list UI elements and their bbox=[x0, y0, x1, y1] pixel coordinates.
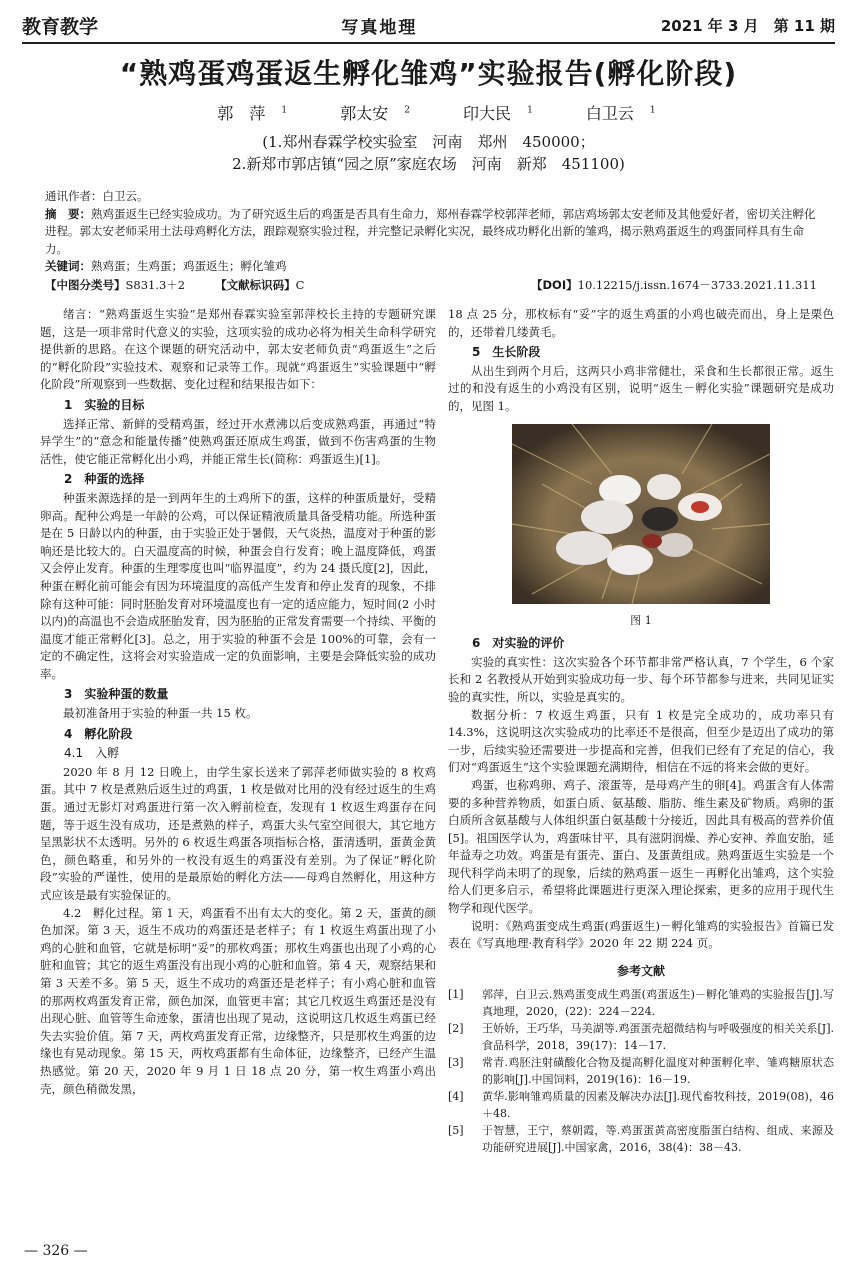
reference-text: 郭萍，白卫云.熟鸡蛋变成生鸡蛋(鸡蛋返生)－孵化雏鸡的实验报告[J].写真地理，2020，(22)：224－224. bbox=[482, 988, 834, 1019]
section-heading: 2 种蛋的选择 bbox=[64, 472, 145, 487]
page-header bbox=[22, 8, 835, 44]
abstract: 摘 要：熟鸡蛋返生已经实验成功。为了研究返生后的鸡蛋是否具有生命力，郑州春霖学校郭萍老师，郭店鸡场郭太安老师及其他爱好者，密切关注孵化进程。郭太安老师采用土法母鸡孵化方法，跟踪观察实验过程，并完整记录孵化实况，最终成功孵化出新的雏鸡，揭示熟鸡蛋返生的鸡蛋同样具有生命力。 bbox=[45, 206, 816, 256]
figure-eggs-photo bbox=[512, 424, 770, 604]
reference-item bbox=[448, 1054, 834, 1088]
reference-item bbox=[448, 986, 834, 1020]
section-heading: 4 孵化阶段 bbox=[64, 726, 133, 741]
reference-item bbox=[448, 1020, 834, 1054]
figure-caption: 图 1 bbox=[630, 613, 652, 627]
issue-label: 2021 年 3 月 第 11 期 bbox=[660, 16, 835, 35]
article-meta bbox=[45, 188, 817, 294]
author-list bbox=[22, 101, 835, 124]
body-paragraph: 2020 年 8 月 12 日晚上，由学生家长送来了郭萍老师做实验的 8 枚鸡蛋。其中 7 枚是煮熟后返生过的鸡蛋，1 枚是做对比用的没有经过返生的生鸡蛋。通过无影灯对鸡蛋进行第一次入孵前检查，发现有 1 枚返生鸡蛋存在问题，等于返生没有成功，还是煮熟的样子，鸡蛋大头气室空间很大，其它地方呈黑影状不太透明。另外的 6 枚返生鸡蛋各项指标合格，蛋清透明，蛋黄金黄色，颜色略重，和另外的一枚没有返生的鸡蛋没有差别。为了保证“孵化阶段”实验的严谨性，使用的是最原始的孵化方法——母鸡自然孵化，用这种方式应该是最有实验保证的。 bbox=[40, 764, 436, 902]
clc-code: 【中图分类号】S831.3＋2 bbox=[45, 277, 186, 292]
right-column bbox=[448, 306, 834, 1156]
article-title: “熟鸡蛋鸡蛋返生孵化雏鸡”实验报告(孵化阶段) bbox=[119, 57, 738, 90]
keywords: 关键词：熟鸡蛋；生鸡蛋；鸡蛋返生；孵化雏鸡 bbox=[45, 259, 287, 273]
reference-number: [3] bbox=[448, 1056, 464, 1070]
affiliation-line: (1.郑州春霖学校实验室 河南 郑州 450000； bbox=[262, 133, 595, 151]
body-paragraph: 种蛋来源选择的是一到两年生的土鸡所下的蛋，这样的种蛋质量好，受精卵高。配种公鸡是一年龄的公鸡，可以保证精液质量具备受精功能。所选种蛋是在 5 日龄以内的种蛋，由于实验正处于暑假，天气炎热，温度对于种蛋的影响还是比较大的。白天温度高的时候，种蛋会自行发育；晚上温度降低，鸡蛋又会停止发育。种蛋的生理零度也叫“临界温度”，约为 24 摄氏度[2]，因此，种蛋在孵化前可能会有因为环境温度的高低产生发育和停止发育的现象，不排除有这种可能：同时胚胎发育对环境温度也有一定的适应能力，短时间(2 小时以内)的高温也不会造成胚胎发育，因为胚胎的正常发育需要一个持续、平衡的温度才能正常孵化[3]。总之，用于实验的种蛋不会是 100%的可靠，会有一定的不确定性，这将会对实验造成一定的负面影响，主要是会降低实验的成功率。 bbox=[40, 490, 436, 681]
body-paragraph: 从出生到两个月后，这两只小鸡非常健壮，采食和生长都很正常。返生过的和没有返生的小鸡没有区别，说明“返生－孵化实验”课题研究是成功的，见图 1。 bbox=[448, 363, 834, 413]
affiliation-line: 2.新郑市郭店镇“园之原”家庭农场 河南 新郑 451100) bbox=[232, 155, 625, 173]
section-heading: 6 对实验的评价 bbox=[472, 636, 565, 651]
section-heading: 1 实验的目标 bbox=[64, 397, 145, 412]
reference-item bbox=[448, 1088, 834, 1122]
doc-code: 【文献标识码】C bbox=[215, 277, 305, 292]
references-title: 参考文献 bbox=[616, 963, 665, 978]
reference-item bbox=[448, 1122, 834, 1156]
author: 郭太安 $^2$ bbox=[340, 104, 410, 123]
section-heading: 3 实验种蛋的数量 bbox=[64, 687, 169, 702]
reference-number: [5] bbox=[448, 1124, 464, 1138]
body-paragraph: 最初准备用于实验的种蛋一共 15 枚。 bbox=[63, 706, 258, 721]
journal-name: 写真地理 bbox=[341, 17, 418, 38]
body-paragraph: 鸡蛋，也称鸡卵、鸡子、滚蛋等，是母鸡产生的卵[4]。鸡蛋含有人体需要的多种营养物质，如蛋白质、氨基酸、脂肪、维生素及矿物质。鸡卵的蛋白质所含氨基酸与人体组织蛋白氨基酸十分接近，因此具有极高的营养价值[5]。祖国医学认为，鸡蛋味甘平，具有滋阴润燥、养心安神、养血安胎，延年益寿之功效。鸡蛋是有蛋壳、蛋白、及蛋黄组成。熟鸡蛋返生实验是一个现代科学尚未明了的现象，后续的熟鸡蛋－返生－再孵化出雏鸡，这个实验给人们更多启示，希望将此课题进行更深入理论探索，更多的应用于现代生物学和现代医学。 bbox=[448, 777, 834, 916]
reference-text: 常青.鸡胚注射磺酸化合物及提高孵化温度对种蛋孵化率、雏鸡糖原状态的影响[J].中国饲料，2019(16)：16－19. bbox=[482, 1056, 834, 1087]
reference-number: [1] bbox=[448, 988, 464, 1002]
section-label: 教育教学 bbox=[22, 15, 99, 38]
reference-text: 于智慧，王宁，蔡朝霞，等.鸡蛋蛋黄高密度脂蛋白结构、组成、来源及功能研究进展[J].中国家禽，2016，38(4)：38－43. bbox=[482, 1124, 834, 1155]
affiliations bbox=[22, 131, 835, 175]
reference-number: [4] bbox=[448, 1090, 464, 1104]
identifiers bbox=[45, 277, 817, 295]
body-paragraph: 数据分析：7 枚返生鸡蛋，只有 1 枚是完全成功的，成功率只有 14.3%，这说明这次实验成功的比率还不是很高，但至少是迈出了成功的第一步，后续实验还需要进一步提高和完善，但我们已经有了充足的信心，我们对“鸡蛋返生”这个实验课题充满期待，相信在不远的将来会做的更好。 bbox=[448, 707, 834, 775]
page-number: — 326 — bbox=[24, 1243, 88, 1259]
body-paragraph: 实验的真实性：这次实验各个环节都非常严格认真，7 个学生，6 个家长和 2 名教授从开始到实验成功每一步、每个环节都参与进来，共同见证实验的真实性，所以，实验是真实的。 bbox=[448, 654, 834, 704]
references-list bbox=[448, 986, 834, 1156]
body-paragraph: 18 点 25 分，那枚标有“妥”字的返生鸡蛋的小鸡也破壳而出，身上是栗色的，还带着几缕黄毛。 bbox=[448, 307, 834, 339]
doi: 【DOI】10.12215/j.issn.1674－3733.2021.11.311 bbox=[531, 277, 817, 292]
reference-number: [2] bbox=[448, 1022, 464, 1036]
body-paragraph: 4.2 孵化过程。第 1 天，鸡蛋看不出有太大的变化。第 2 天，蛋黄的颜色加深。第 3 天，返生不成功的鸡蛋还是老样子；有 1 枚返生鸡蛋出现了小鸡的心脏和血管，它就是标明“妥”的那枚鸡蛋；那枚生鸡蛋也出现了小鸡的心脏和血管；其它的返生鸡蛋没有出现小鸡的心脏和血管。第 4 天，观察结果和第 3 天差不多。第 5 天，返生不成功的鸡蛋还是老样子；有小鸡心脏和血管的那两枚鸡蛋发育正常，颜色加深，血管更丰富；其它几枚返生鸡蛋还是没有出现心脏、血管等生命迹象，蛋清也出现了晃动，这说明这几枚返生鸡蛋已经失去实验价值。第 7 天，两枚鸡蛋发育正常，边缘整齐，只是那枚生鸡蛋的边缘也有晃动现象。第 15 天，两枚鸡蛋都有生命体征，边缘整齐，已经产生温热感觉。第 20 天，2020 年 9 月 1 日 18 点 20 分，第一枚生鸡蛋小鸡出壳，颜色稍微发黑， bbox=[40, 905, 436, 1096]
left-column bbox=[40, 306, 436, 1098]
body-paragraph: 说明：《熟鸡蛋变成生鸡蛋(鸡蛋返生)－孵化雏鸡的实验报告》首篇已发表在《写真地理·教育科学》2020 年 22 期 224 页。 bbox=[448, 918, 834, 951]
body-paragraph: 绪言：“熟鸡蛋返生实验”是郑州春霖实验室郭萍校长主持的专题研究课题，这是一项非常时代意义的实验，这项实验的成功必将为相关生命科学研究提供新的思路。在这个课题的研究活动中，郭太安老师负责“鸡蛋返生”之后的“孵化阶段”实验技术、观察和记录等工作。现就“鸡蛋返生”实验课题中“孵化阶段”所观察到一些数据、变化过程和结果报告如下： bbox=[40, 307, 436, 392]
author: 郭 萍 $^1$ bbox=[217, 104, 288, 123]
body-paragraph: 选择正常、新鲜的受精鸡蛋，经过开水煮沸以后变成熟鸡蛋，再通过“特异学生”的“意念和能量传播”使熟鸡蛋还原成生鸡蛋，做到不伤害鸡蛋的生物活性，使它能正常孵化出小鸡，并能正常生长(简称：鸡蛋返生)[1]。 bbox=[40, 416, 436, 466]
correspondent: 通讯作者：白卫云。 bbox=[45, 189, 149, 203]
nest-photo-icon bbox=[512, 424, 770, 604]
author: 白卫云 $^1$ bbox=[585, 104, 656, 123]
section-heading: 5 生长阶段 bbox=[472, 345, 541, 360]
reference-text: 王娇娇，王巧华，马美湖等.鸡蛋蛋壳超微结构与呼吸强度的相关关系[J].食品科学，2018，39(17)：14－17. bbox=[482, 1022, 834, 1053]
reference-text: 黄华.影响雏鸡质量的因素及解决办法[J].现代畜牧科技，2019(08)，46＋48. bbox=[482, 1090, 834, 1121]
author: 印大民 $^1$ bbox=[463, 104, 533, 123]
subsection-heading: 4.1 入孵 bbox=[64, 746, 120, 761]
